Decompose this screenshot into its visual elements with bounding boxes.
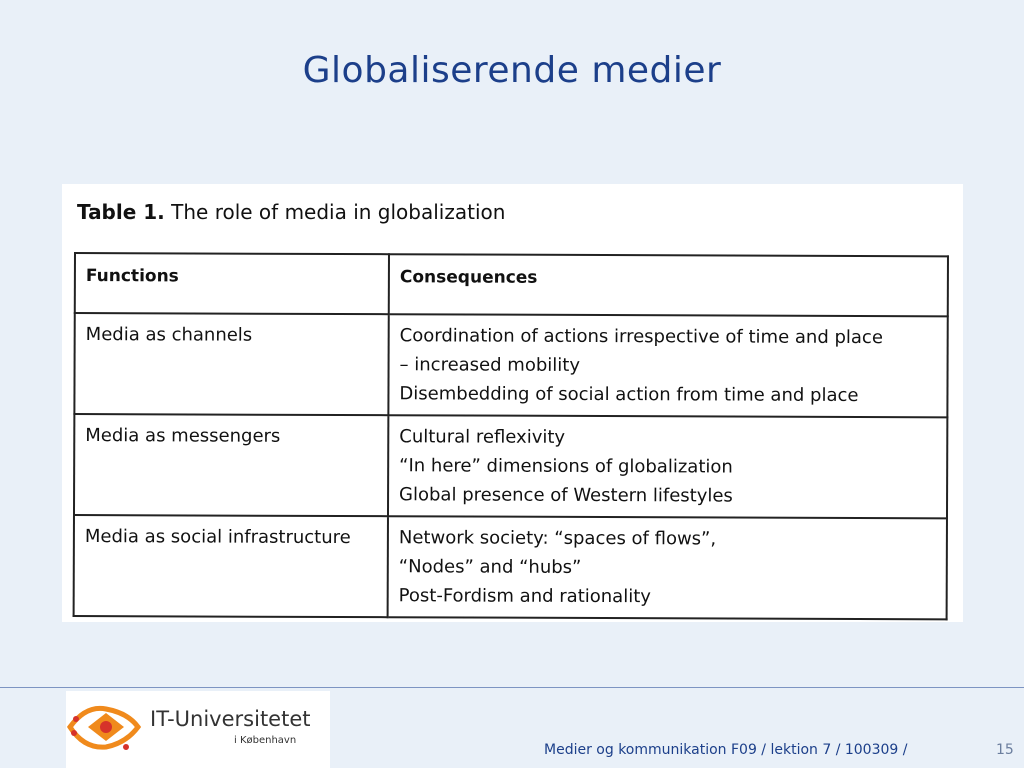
- scanned-table-figure: [62, 184, 963, 622]
- function-cell: Media as messengers: [74, 414, 388, 516]
- table-row: [74, 515, 947, 619]
- table-row: [74, 414, 947, 518]
- consequence-line: Global presence of Western lifestyles: [399, 484, 733, 507]
- function-cell: Media as channels: [74, 313, 388, 415]
- consequence-line: Post-Fordism and rationality: [398, 585, 651, 608]
- consequence-line: “Nodes” and “hubs”: [398, 556, 582, 578]
- table-caption: [77, 200, 505, 224]
- footer-divider: [0, 687, 1024, 688]
- course-info: Medier og kommunikation F09 / lektion 7 / 100309 /: [544, 742, 908, 758]
- itu-logo-icon: [66, 697, 144, 759]
- consequences-cell: [388, 516, 947, 619]
- media-role-table: [73, 252, 949, 620]
- consequence-line: Network society: “spaces of flows”,: [398, 527, 717, 550]
- consequence-line: “In here” dimensions of globalization: [399, 455, 733, 478]
- consequences-cell: [388, 314, 947, 417]
- consequence-line: – increased mobility: [399, 354, 581, 376]
- table-header-row: [75, 253, 948, 316]
- logo-subtitle: i København: [234, 735, 297, 746]
- consequence-line: Coordination of actions irrespective of time and place: [399, 325, 883, 349]
- table-row: [74, 313, 947, 417]
- header-functions: Functions: [75, 253, 389, 314]
- page-number: 15: [996, 742, 1014, 758]
- header-consequences: Consequences: [389, 254, 948, 316]
- table-caption-text: The role of media in globalization: [164, 200, 506, 224]
- consequences-cell: [388, 415, 947, 518]
- consequence-line: Disembedding of social action from time and place: [399, 383, 859, 407]
- university-logo: [66, 691, 330, 768]
- function-cell: Media as social infrastructure: [74, 515, 388, 617]
- table-caption-label: Table 1.: [77, 200, 165, 224]
- consequence-line: Cultural reflexivity: [399, 426, 566, 448]
- slide-title: Globaliserende medier: [302, 50, 722, 91]
- logo-name: IT-Universitetet: [150, 707, 311, 731]
